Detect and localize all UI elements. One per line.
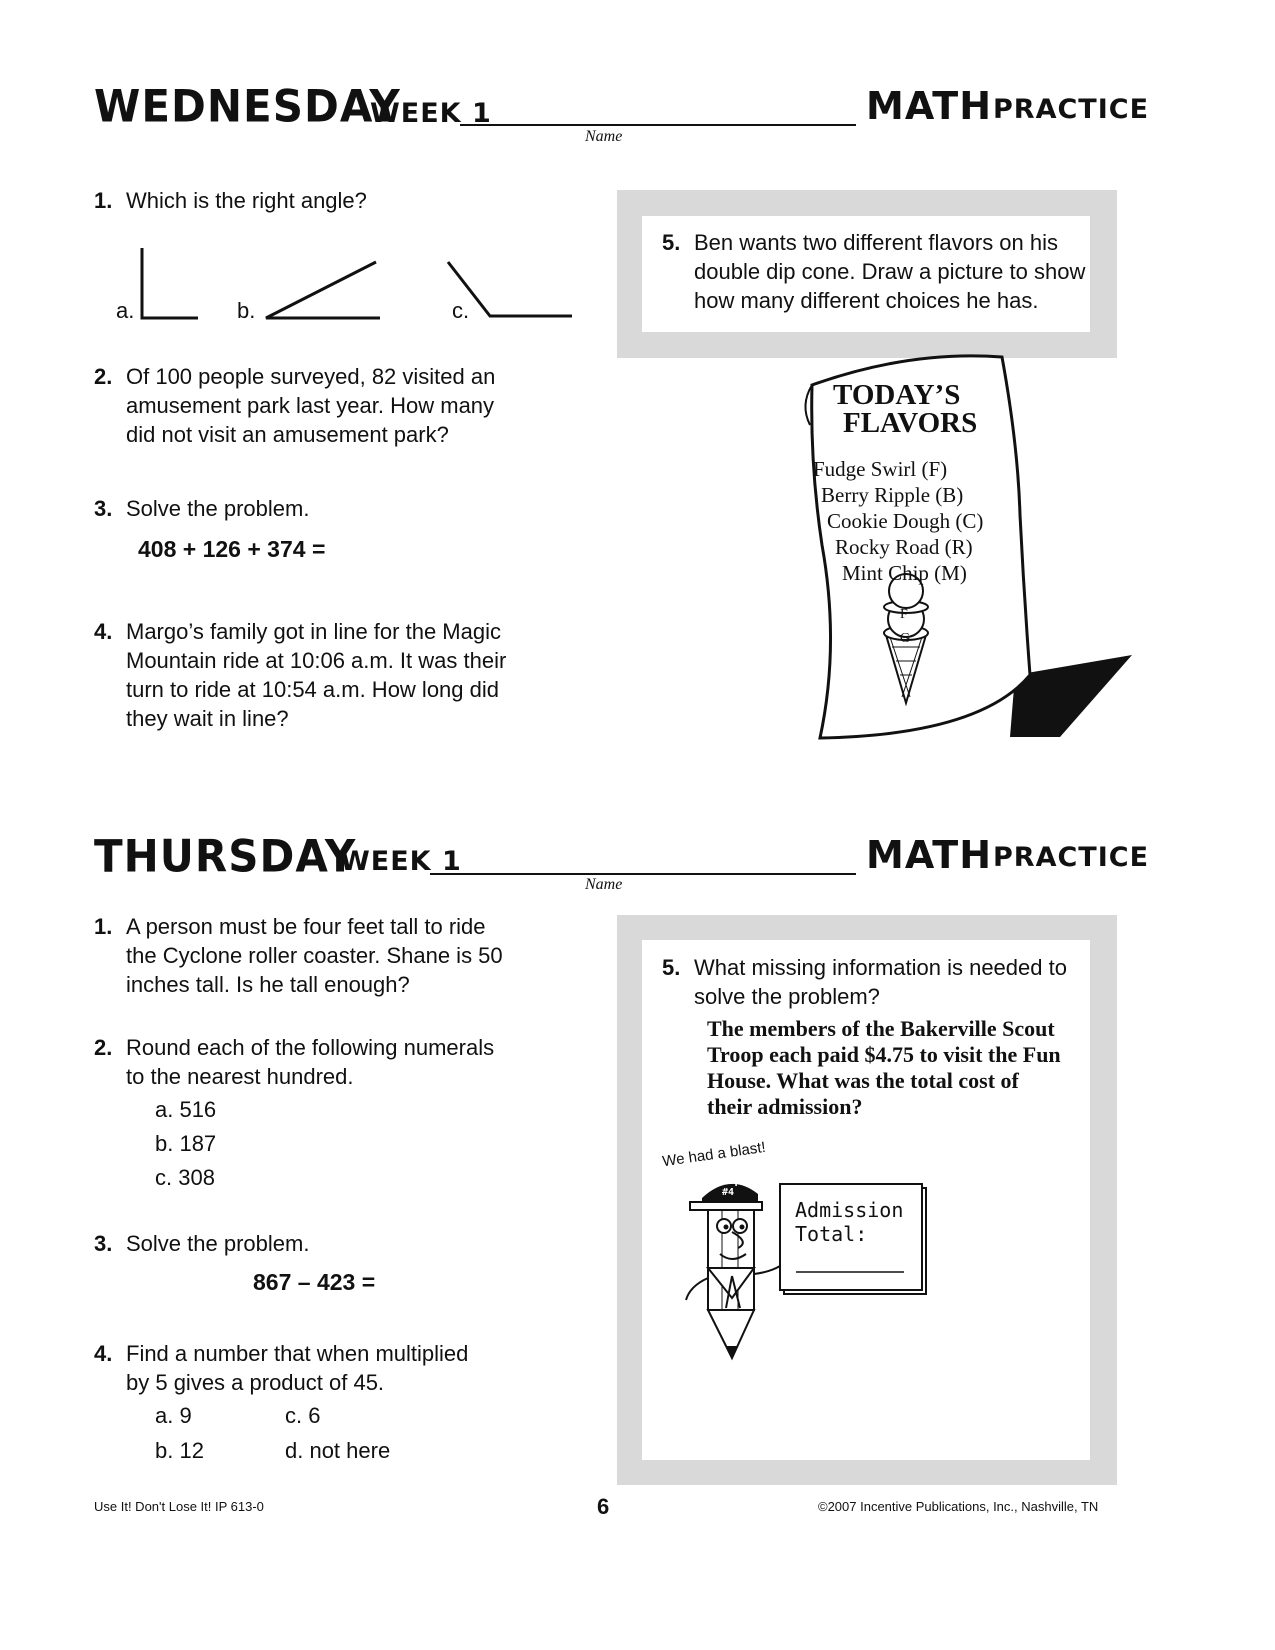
- question-line: Round each of the following numerals: [126, 1035, 495, 1060]
- thursday-day-title: THURSDAY: [94, 830, 357, 883]
- question-line: did not visit an amusement park?: [126, 422, 449, 447]
- round-option-b: b. 187: [155, 1131, 217, 1156]
- question-line: how many different choices he has.: [694, 288, 1039, 313]
- question-line: Of 100 people surveyed, 82 visited an: [126, 364, 496, 389]
- pencil-body-icon: [686, 1210, 780, 1358]
- question-line: solve the problem?: [694, 984, 880, 1009]
- wednesday-name-caption: Name: [585, 128, 623, 145]
- wed-question-2: [94, 362, 495, 449]
- question-line: turn to ride at 10:54 a.m. How long did: [126, 677, 499, 702]
- footer-left: Use It! Don't Lose It! IP 613-0: [94, 1499, 264, 1514]
- question-text: Which is the right angle?: [126, 188, 367, 213]
- right-angle-choices: [100, 240, 590, 330]
- cap-text-line-1: Troop: [708, 1174, 742, 1187]
- wed-question-3: [94, 494, 309, 523]
- question-text: [694, 953, 1067, 1011]
- question-number: 4.: [94, 1341, 113, 1366]
- mult-option-a: a. 9: [155, 1403, 192, 1428]
- question-number: 3.: [94, 496, 113, 521]
- flavor-item: Rocky Road (R): [835, 535, 973, 559]
- cartoon-speech: We had a blast!: [661, 1138, 767, 1171]
- problem-line: House. What was the total cost of: [707, 1068, 1019, 1093]
- angle-label-b: b.: [237, 298, 256, 323]
- question-number: 5.: [662, 955, 681, 980]
- round-option-c: c. 308: [155, 1165, 215, 1190]
- question-number: 2.: [94, 364, 113, 389]
- question-line: to the nearest hundred.: [126, 1064, 354, 1089]
- thu-equation-3: 867 – 423 =: [253, 1269, 376, 1295]
- angle-b[interactable]: [266, 262, 380, 318]
- mult-option-b: b. 12: [155, 1438, 204, 1463]
- question-text: [126, 912, 503, 999]
- wed-question-5: [662, 228, 1085, 315]
- thursday-week-label: WEEK 1: [340, 846, 462, 877]
- question-text: [694, 228, 1085, 315]
- cap-text-line-2: #4: [722, 1187, 735, 1198]
- flavor-item: Mint Chip (M): [842, 561, 967, 585]
- flavor-item: Berry Ripple (B): [821, 483, 964, 507]
- flavor-item: Cookie Dough (C): [827, 509, 984, 533]
- question-text: [126, 362, 495, 449]
- question-line: they wait in line?: [126, 706, 289, 731]
- problem-line: The members of the Bakerville Scout: [707, 1016, 1055, 1041]
- scoop-label-bottom: G: [900, 631, 911, 646]
- thu-question-2: [94, 1033, 494, 1091]
- sign-text-line-1: Admission: [795, 1198, 904, 1222]
- question-number: 1.: [94, 914, 113, 939]
- question-number: 3.: [94, 1231, 113, 1256]
- question-line: A person must be four feet tall to ride: [126, 914, 486, 939]
- question-text: [126, 617, 506, 733]
- angle-a[interactable]: [142, 248, 198, 318]
- question-line: Find a number that when multiplied: [126, 1341, 469, 1366]
- question-line: amusement park last year. How many: [126, 393, 495, 418]
- question-text: [126, 1339, 468, 1397]
- thursday-practice-label: PRACTICE: [993, 842, 1150, 873]
- question-line: What missing information is needed to: [694, 955, 1067, 980]
- question-text: Solve the problem.: [126, 1231, 310, 1256]
- question-line: Mountain ride at 10:06 a.m. It was their: [126, 648, 507, 673]
- thursday-name-caption: Name: [585, 876, 623, 893]
- question-number: 4.: [94, 619, 113, 644]
- angle-label-a: a.: [116, 298, 135, 323]
- question-number: 5.: [662, 230, 681, 255]
- thu-question-3: [94, 1229, 309, 1258]
- wed-question-4: [94, 617, 506, 733]
- question-line: double dip cone. Draw a picture to show: [694, 259, 1086, 284]
- question-number: 1.: [94, 188, 113, 213]
- wednesday-name-line[interactable]: [460, 124, 856, 126]
- wednesday-day-title: WEDNESDAY: [94, 80, 401, 133]
- page-number: 6: [597, 1494, 610, 1519]
- round-option-a: a. 516: [155, 1097, 217, 1122]
- mult-option-c: c. 6: [285, 1403, 321, 1428]
- question-line: Margo’s family got in line for the Magic: [126, 619, 501, 644]
- mult-option-d: d. not here: [285, 1438, 391, 1463]
- wed-equation-3: 408 + 126 + 374 =: [138, 536, 326, 562]
- wednesday-math-label: MATH: [866, 84, 992, 128]
- sign-text-line-2: Total:: [795, 1222, 868, 1246]
- question-number: 2.: [94, 1035, 113, 1060]
- thu-question-4: [94, 1339, 468, 1397]
- scoop-label-top: F: [900, 607, 908, 622]
- thu-question-5: [662, 953, 1067, 1011]
- footer-right: ©2007 Incentive Publications, Inc., Nashville, TN: [818, 1499, 1099, 1514]
- thu-q5-problem: [707, 1016, 1061, 1120]
- problem-line: their admission?: [707, 1094, 863, 1119]
- question-line: inches tall. Is he tall enough?: [126, 972, 410, 997]
- flavors-title-line-1: TODAY’S: [833, 379, 961, 411]
- problem-line: Troop each paid $4.75 to visit the Fun: [707, 1042, 1061, 1067]
- question-line: the Cyclone roller coaster. Shane is 50: [126, 943, 503, 968]
- question-line: Ben wants two different flavors on his: [694, 230, 1059, 255]
- thursday-math-label: MATH: [866, 833, 992, 877]
- wed-question-1: [94, 186, 367, 215]
- thursday-name-line[interactable]: [430, 873, 856, 875]
- flavor-item: Fudge Swirl (F): [813, 457, 948, 481]
- wednesday-practice-label: PRACTICE: [993, 94, 1150, 125]
- question-line: by 5 gives a product of 45.: [126, 1370, 385, 1395]
- question-text: [126, 1033, 494, 1091]
- flavors-title-line-2: FLAVORS: [843, 407, 978, 439]
- question-text: Solve the problem.: [126, 496, 310, 521]
- wednesday-week-label: WEEK 1: [370, 98, 492, 129]
- angle-label-c: c.: [452, 298, 470, 323]
- thu-question-1: [94, 912, 503, 999]
